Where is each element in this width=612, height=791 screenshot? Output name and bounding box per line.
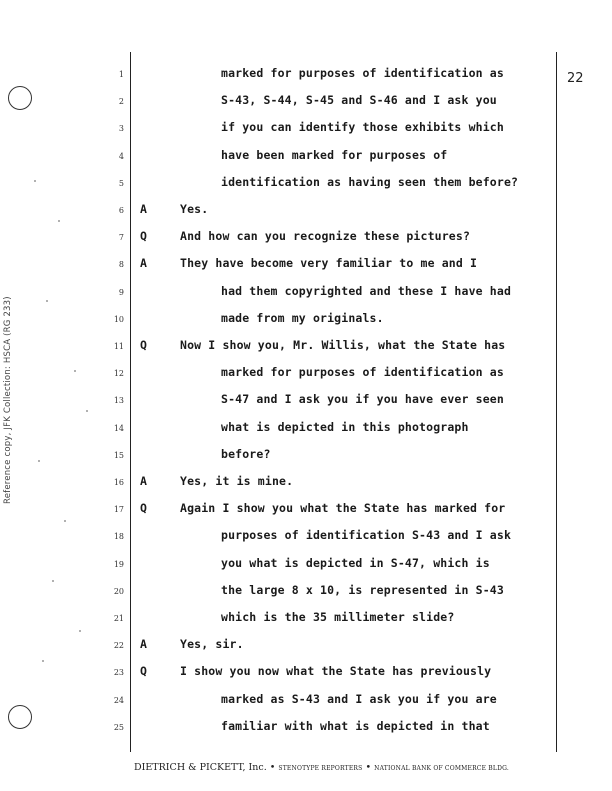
line-number: 4: [118, 151, 124, 161]
speaker-label: A: [140, 637, 147, 652]
speaker-label: A: [140, 202, 147, 216]
line-number: 11: [113, 342, 124, 351]
line-number: 20: [113, 586, 124, 596]
line-number: 21: [113, 614, 124, 623]
line-number: 2: [118, 97, 124, 107]
line-number: 1: [118, 70, 124, 79]
transcript-line: [0, 634, 612, 661]
line-number: 7: [118, 233, 124, 243]
speaker-label: Q: [140, 229, 147, 244]
line-number: 10: [113, 314, 124, 324]
line-text: Again I show you what the State has marked for: [180, 501, 506, 516]
line-text: I show you now what the State has previously: [180, 664, 492, 679]
line-text: Now I show you, Mr. Willis, what the State has: [180, 338, 506, 352]
line-text: had them copyrighted and these I have had: [221, 283, 512, 298]
transcript-line: [0, 117, 612, 144]
transcript-line: [0, 226, 612, 253]
transcript-line: [0, 63, 612, 90]
transcript-line: [0, 444, 612, 471]
line-text: Yes.: [180, 202, 209, 216]
transcript-line: [0, 308, 612, 335]
footer-separator: •: [365, 762, 372, 773]
line-text: what is depicted in this photograph: [221, 419, 469, 434]
line-number: 9: [118, 287, 124, 297]
footer-separator: •: [269, 762, 276, 773]
line-number: 8: [118, 260, 124, 270]
line-number: 24: [113, 695, 124, 705]
speaker-label: A: [140, 474, 147, 488]
archive-reference-stamp: Reference copy, JFK Collection: HSCA (RG 233): [3, 296, 13, 504]
line-number: 16: [113, 478, 124, 487]
footer-building: NATIONAL BANK OF COMMERCE BLDG.: [374, 765, 509, 772]
transcript-line: [0, 253, 612, 280]
transcript-line: [0, 553, 612, 580]
transcript-line: [0, 525, 612, 552]
line-number: 15: [113, 450, 124, 460]
transcript-line: [0, 172, 612, 199]
speaker-label: Q: [140, 338, 147, 352]
line-text: marked for purposes of identification as: [221, 66, 504, 80]
transcript-line: [0, 90, 612, 117]
line-text: made from my originals.: [221, 310, 384, 325]
line-text: familiar with what is depicted in that: [221, 718, 490, 733]
transcript-line: [0, 417, 612, 444]
speaker-label: Q: [140, 501, 147, 516]
line-number: 23: [113, 668, 124, 678]
line-text: marked as S-43 and I ask you if you are: [221, 691, 497, 706]
line-text: Yes, sir.: [180, 637, 244, 652]
line-number: 13: [113, 396, 124, 406]
line-text: identification as having seen them before?: [221, 174, 519, 189]
transcript-line: [0, 498, 612, 525]
line-number: 5: [118, 178, 124, 188]
footer-firm: DIETRICH & PICKETT, Inc.: [134, 762, 267, 773]
footer: [134, 762, 574, 773]
transcript-line: [0, 389, 612, 416]
line-number: 22: [113, 641, 124, 651]
page-number: 22: [567, 71, 584, 86]
line-number: 6: [118, 206, 124, 215]
transcript-line: [0, 471, 612, 498]
transcript-line: [0, 199, 612, 226]
line-text: before?: [221, 446, 271, 461]
line-text: you what is depicted in S-47, which is: [221, 555, 490, 570]
transcript-line: [0, 281, 612, 308]
line-text: marked for purposes of identification as: [221, 365, 504, 380]
line-text: And how can you recognize these pictures?: [180, 229, 471, 244]
transcript-line: [0, 362, 612, 389]
line-text: S-43, S-44, S-45 and S-46 and I ask you: [221, 93, 497, 108]
line-text: if you can identify those exhibits which: [221, 120, 504, 135]
line-text: purposes of identification S-43 and I ask: [221, 528, 512, 543]
speaker-label: Q: [140, 664, 147, 679]
line-number: 14: [113, 423, 124, 433]
line-number: 17: [113, 505, 124, 515]
transcript-line: [0, 145, 612, 172]
line-number: 19: [113, 559, 124, 569]
line-number: 25: [113, 722, 124, 732]
transcript-line: [0, 689, 612, 716]
line-text: S-47 and I ask you if you have ever seen: [221, 392, 504, 407]
speaker-label: A: [140, 256, 147, 271]
transcript-line: [0, 580, 612, 607]
line-text: the large 8 x 10, is represented in S-43: [221, 582, 504, 597]
footer-reporters: STENOTYPE REPORTERS: [278, 765, 363, 772]
line-number: 12: [113, 369, 124, 379]
line-text: which is the 35 millimeter slide?: [221, 610, 455, 624]
line-number: 3: [118, 124, 124, 134]
line-text: They have become very familiar to me and I: [180, 256, 478, 271]
transcript-line: [0, 716, 612, 743]
transcript-line: [0, 607, 612, 634]
line-text: have been marked for purposes of: [221, 147, 448, 162]
line-text: Yes, it is mine.: [180, 474, 294, 488]
transcript-line: [0, 661, 612, 688]
transcript-line: [0, 335, 612, 362]
line-number: 18: [113, 532, 124, 542]
